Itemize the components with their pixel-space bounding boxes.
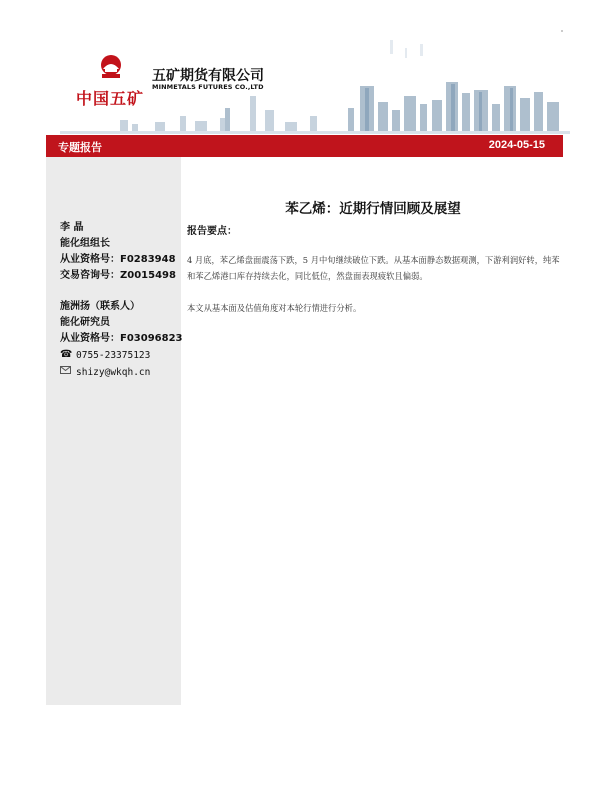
company-name-en: MINMETALS FUTURES CO.,LTD [152, 83, 264, 91]
key-points-paragraph-1: 4 月底，苯乙烯盘面震荡下跌，5 月中旬继续破位下跌。从基本面静态数据观测，下游利润好转，纯苯和苯乙烯港口库存持续去化，同比低位，然盘面表现疲软且偏弱。 [187, 255, 560, 281]
report-banner [46, 135, 563, 157]
analyst-email[interactable]: shizy@wkqh.cn [76, 367, 151, 378]
analyst-license: 从业资格号：F0283948 [60, 254, 176, 265]
analyst-card-1 [60, 220, 185, 284]
key-points-heading: 报告要点： [187, 226, 237, 237]
report-header [0, 0, 600, 135]
mail-icon [60, 364, 72, 380]
analyst-name: 李 晶 [60, 222, 84, 233]
company-name-cn: 五矿期货有限公司 [152, 68, 264, 84]
report-title: 苯乙烯：近期行情回顾及展望 [285, 201, 461, 217]
report-type-label: 专题报告 [58, 141, 102, 154]
analyst-card-2 [60, 299, 185, 381]
corner-mark [561, 30, 563, 32]
key-points-paragraph-2: 本文从基本面及估值角度对本轮行情进行分析。 [187, 303, 362, 313]
analyst-consult-license: 交易咨询号：Z0015498 [60, 270, 176, 281]
analyst-role: 能化组组长 [60, 238, 110, 249]
analyst-license: 从业资格号：F03096823 [60, 333, 183, 344]
analyst-role: 能化研究员 [60, 317, 110, 328]
brand-name: 中国五矿 [76, 89, 145, 108]
report-date: 2024-05-15 [488, 139, 545, 151]
analyst-phone-row [60, 347, 185, 364]
analyst-name: 施洲扬（联系人） [60, 301, 140, 312]
phone-icon: ☎ [60, 349, 73, 360]
analyst-email-row [60, 364, 185, 381]
city-skyline-image [60, 38, 570, 134]
analyst-phone: 0755-23375123 [76, 350, 151, 361]
